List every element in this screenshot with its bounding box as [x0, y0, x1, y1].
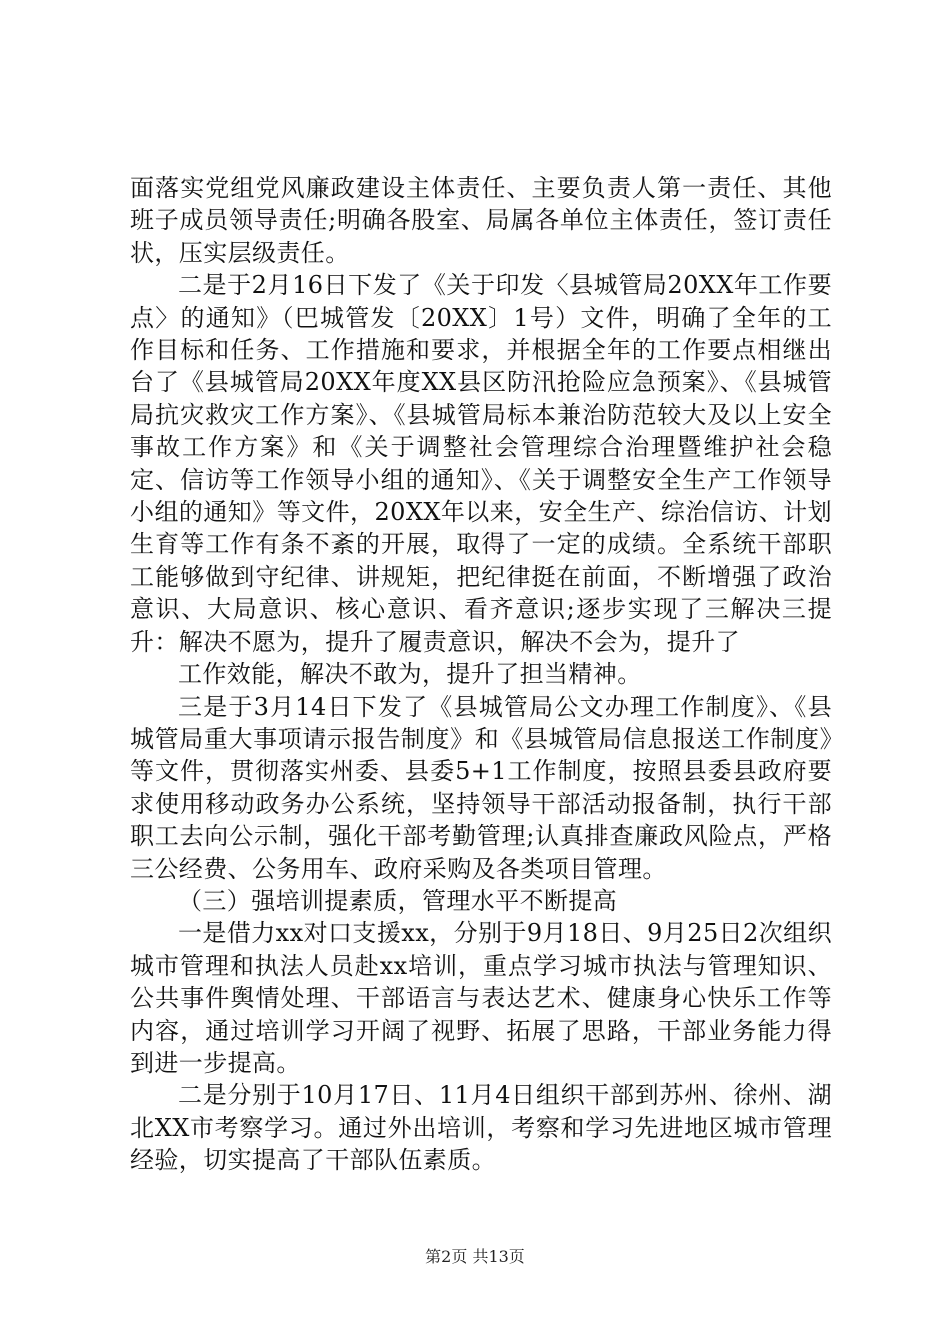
paragraph-2: 二是于2月16日下发了《关于印发〈县城管局20XX年工作要点〉的通知》（巴城管发〔20XX〕1号）文件，明确了全年的工作目标和任务、工作措施和要求，并根据全年的工作要点相继出台了《县城管局20XX年度XX县区防汛抢险应急预案》、《县城管局抗灾救灾工作方案》、《县城管局标本兼治防范较大及以上安全事故工作方案》和《关于调整社会管理综合治理暨维护社会稳定、信访等工作领导小组的通知》、《关于调整安全生产工作领导小组的通知》等文件，20XX年以来，安全生产、综治信访、计划生育等工作有条不紊的开展，取得了一定的成绩。全系统干部职工能够做到守纪律、讲规矩，把纪律挺在前面，不断增强了政治意识、大局意识、核心意识、看齐意识;逐步实现了三解决三提升：解决不愿为，提升了履责意识，解决不会为，提升了 — [130, 271, 832, 656]
page-number-footer: 第2页 共13页 — [425, 1247, 525, 1266]
document-body — [130, 172, 832, 1177]
section-heading: （三）强培训提素质，管理水平不断提高 — [178, 886, 618, 915]
paragraph-6: 二是分别于10月17日、11月4日组织干部到苏州、徐州、湖北XX市考察学习。通过外出培训，考察和学习先进地区城市管理经验，切实提高了干部队伍素质。 — [130, 1081, 832, 1175]
paragraph-1: 面落实党组党风廉政建设主体责任、主要负责人第一责任、其他班子成员领导责任;明确各股室、局属各单位主体责任，签订责任状，压实层级责任。 — [130, 174, 832, 267]
paragraph-3: 工作效能，解决不敢为，提升了担当精神。 — [178, 660, 642, 689]
paragraph-5: 一是借力xx对口支援xx，分别于9月18日、9月25日2次组织城市管理和执法人员赴xx培训，重点学习城市执法与管理知识、公共事件舆情处理、干部语言与表达艺术、健康身心快乐工作等内容，通过培训学习开阔了视野、拓展了思路，干部业务能力得到进一步提高。 — [130, 919, 832, 1077]
paragraph-4: 三是于3月14日下发了《县城管局公文办理工作制度》、《县城管局重大事项请示报告制度》和《县城管局信息报送工作制度》等文件，贯彻落实州委、县委5+1工作制度，按照县委县政府要求使用移动政务办公系统，坚持领导干部活动报备制，执行干部职工去向公示制，强化干部考勤管理;认真排查廉政风险点，严格三公经费、公务用车、政府采购及各类项目管理。 — [130, 692, 832, 883]
